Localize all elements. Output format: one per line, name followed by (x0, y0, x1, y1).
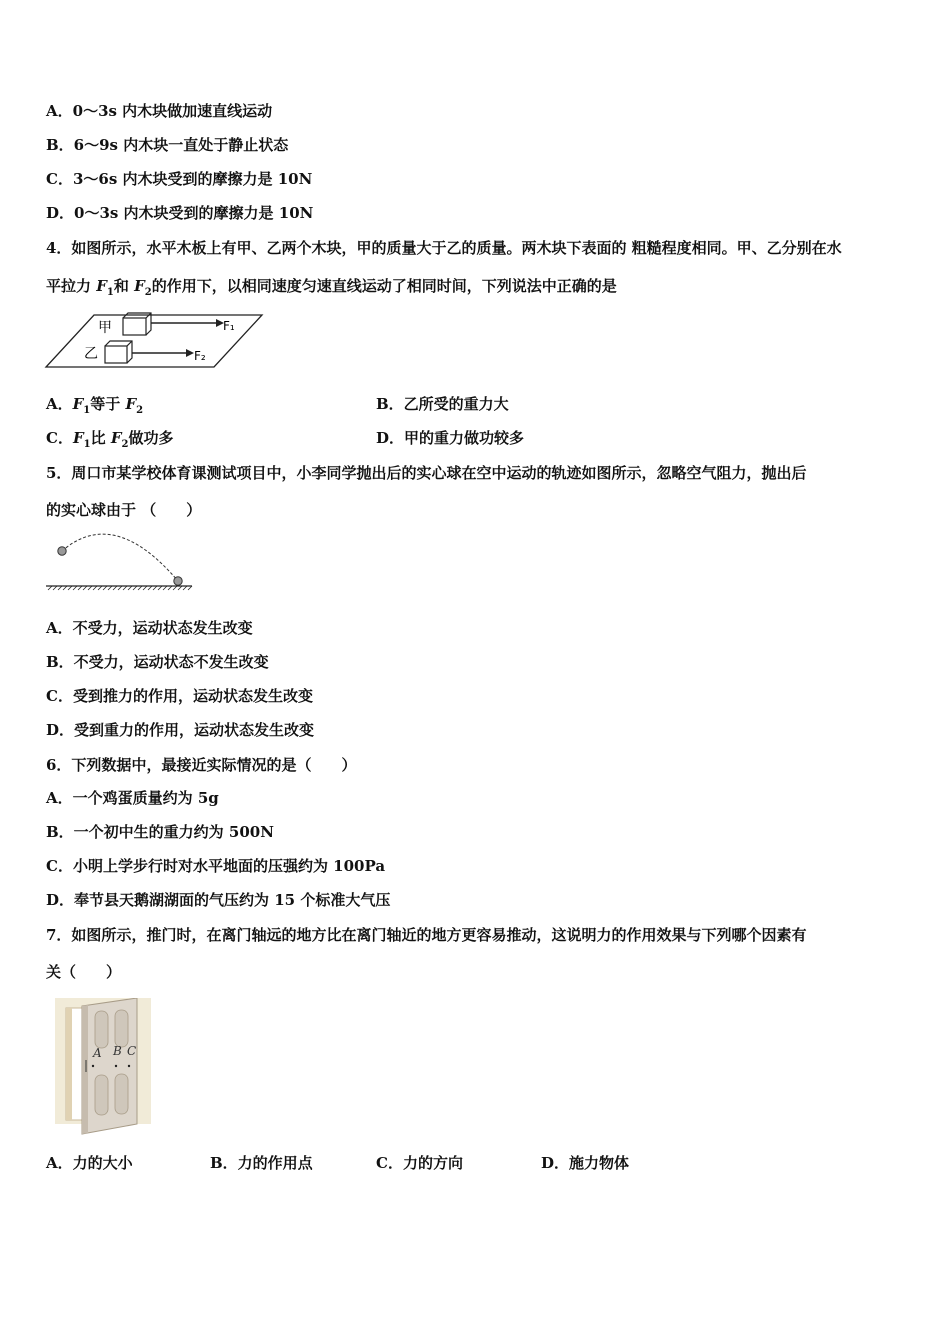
door-jamb (66, 1008, 72, 1120)
point-a (92, 1065, 94, 1067)
q4-option-c-prefix: C． (46, 429, 73, 447)
label-c: C (127, 1044, 137, 1058)
q6-option-d: D．奉节县天鹅湖湖面的气压约为 15 个标准大气压 (46, 891, 391, 909)
q4-f2-subscript: 2 (144, 287, 152, 298)
q5-stem-line2: 的实心球由于 （ ） (46, 501, 202, 519)
q7-option-c: C．力的方向 (376, 1154, 463, 1172)
door-edge (82, 1005, 88, 1134)
q4-stem-line1: 4．如图所示，水平木板上有甲、乙两个木块，甲的质量大于乙的质量。两木块下表面的 粗糙程度相同。甲、乙分别在水 (46, 239, 842, 257)
q5-option-b: B．不受力，运动状态不发生改变 (46, 653, 269, 671)
door-inset-top-right (115, 1010, 128, 1047)
q4-stem-line2 (46, 276, 617, 303)
q4-stem-text-c: 的作用下，以相同速度匀速直线运动了相同时间，下列说法中正确的是 (151, 277, 617, 295)
q7-stem-line1: 7．如图所示，推门时，在离门轴远的地方比在离门轴近的地方更容易推动，这说明力的作用效果与下列哪个因素有 (46, 926, 807, 944)
trajectory-path (62, 534, 178, 581)
q4-option-d: D．甲的重力做功较多 (376, 429, 525, 447)
q4-stem-text-b: 和 (113, 277, 135, 295)
q7-door-figure (55, 998, 153, 1136)
label-b: B (113, 1044, 122, 1058)
door-inset-bottom-right (115, 1074, 128, 1114)
q5-option-d: D．受到重力的作用，运动状态发生改变 (46, 721, 315, 739)
q7-option-a: A．力的大小 (46, 1154, 133, 1172)
q7-option-d: D．施力物体 (541, 1154, 630, 1172)
label-a: A (93, 1046, 102, 1060)
label-jia: 甲 (98, 320, 112, 336)
q4-option-b: B．乙所受的重力大 (376, 395, 509, 413)
q4-option-a-prefix: A． (46, 395, 73, 413)
q4-option-a-f2-sub: 2 (136, 405, 144, 416)
q7-option-b: B．力的作用点 (210, 1154, 313, 1172)
label-f1: F₁ (223, 319, 235, 333)
q3-option-b: B．6～9s 内木块一直处于静止状态 (46, 136, 289, 154)
q5-option-c: C．受到推力的作用，运动状态发生改变 (46, 687, 313, 705)
q4-blocks-figure (44, 310, 266, 372)
q6-stem: 6．下列数据中，最接近实际情况的是（ ） (46, 756, 357, 774)
q5-stem-line1: 5．周口市某学校体育课测试项目中，小李同学抛出后的实心球在空中运动的轨迹如图所示，忽略空气阻力，抛出后 (46, 464, 807, 482)
block-yi (105, 346, 127, 363)
door-inset-bottom-left (95, 1075, 108, 1115)
label-yi: 乙 (84, 346, 98, 362)
arrow-f2-head (186, 349, 194, 357)
q4-option-c-suffix: 做功多 (128, 429, 174, 447)
q4-option-c (46, 428, 173, 455)
q3-option-d: D．0～3s 内木块受到的摩擦力是 10N (46, 204, 314, 222)
q4-option-a-f2: F (125, 395, 137, 413)
label-f2: F₂ (194, 349, 206, 363)
point-c (128, 1065, 130, 1067)
q4-option-c-f2-sub: 2 (121, 439, 129, 450)
q4-option-a-f1-sub: 1 (83, 405, 91, 416)
q4-option-a (46, 394, 143, 421)
ball-start (58, 547, 66, 555)
q6-option-a: A．一个鸡蛋质量约为 5g (46, 789, 219, 807)
q4-f2-symbol: F (134, 277, 145, 295)
ball-end (174, 577, 182, 585)
q4-option-c-f2: F (110, 429, 122, 447)
q4-option-a-mid: 等于 (90, 395, 126, 413)
q4-option-c-mid: 比 (90, 429, 111, 447)
door-inset-top-left (95, 1011, 108, 1048)
q3-option-c: C．3～6s 内木块受到的摩擦力是 10N (46, 170, 313, 188)
q4-option-c-f1-sub: 1 (83, 439, 91, 450)
q4-stem-text-a: 平拉力 (46, 277, 97, 295)
point-b (115, 1065, 117, 1067)
q4-option-c-f1: F (72, 429, 84, 447)
q6-option-c: C．小明上学步行时对水平地面的压强约为 100Pa (46, 857, 386, 875)
q6-option-b: B．一个初中生的重力约为 500N (46, 823, 274, 841)
q4-f1-subscript: 1 (106, 287, 114, 298)
q4-option-a-f1: F (72, 395, 84, 413)
q4-f1-symbol: F (96, 277, 107, 295)
q5-trajectory-figure (44, 528, 196, 592)
q3-option-a: A．0～3s 内木块做加速直线运动 (46, 102, 273, 120)
q7-stem-line2: 关（ ） (46, 963, 122, 981)
block-jia (123, 318, 146, 335)
block-yi-corner (127, 341, 132, 346)
q5-option-a: A．不受力，运动状态发生改变 (46, 619, 253, 637)
